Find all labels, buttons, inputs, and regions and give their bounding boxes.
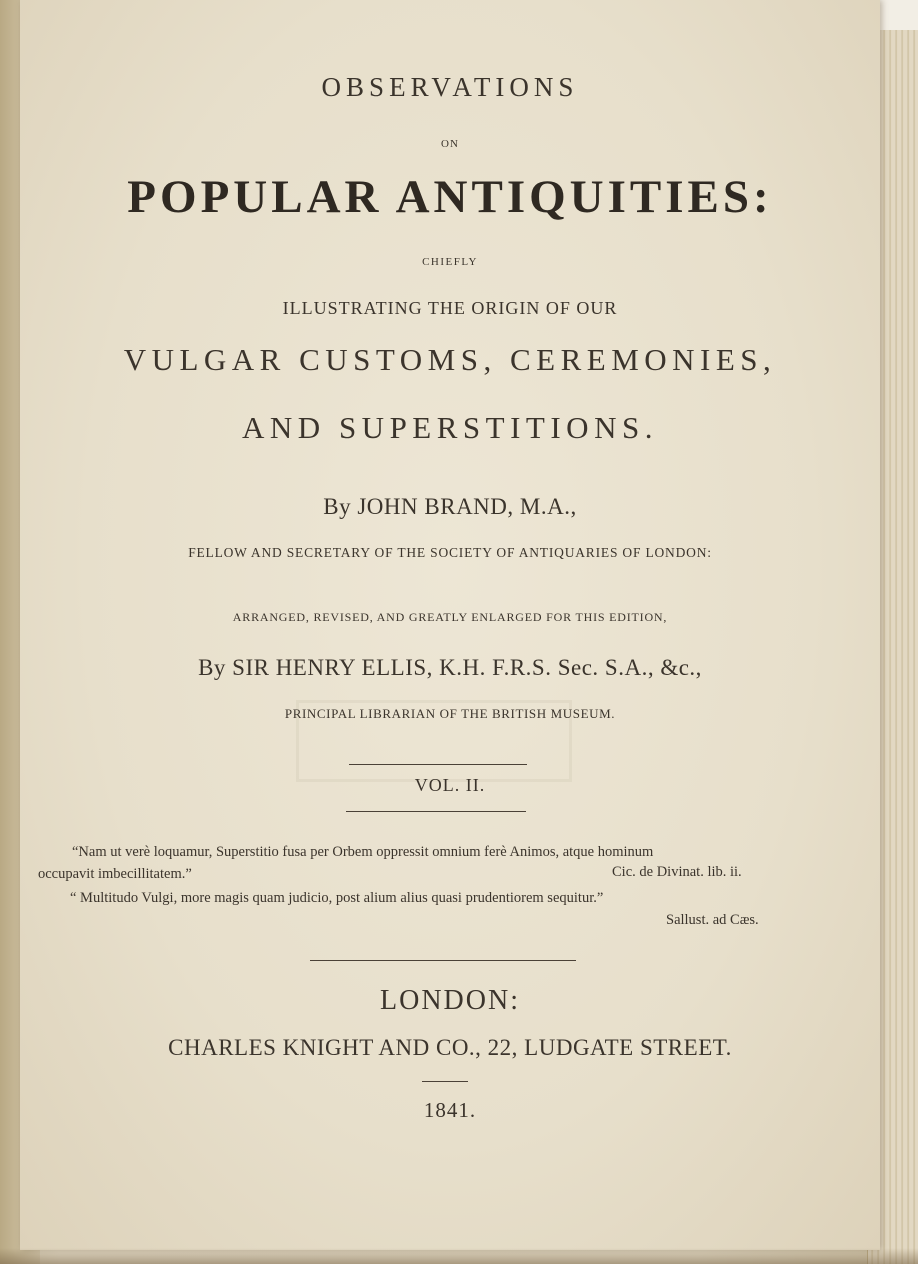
book-title: POPULAR ANTIQUITIES:	[127, 171, 773, 223]
heading-on: ON	[441, 138, 459, 150]
rule-above-year	[422, 1081, 468, 1082]
editor-sec: Sec.	[557, 655, 599, 680]
epigraph-2-source: Sallust. ad Cæs.	[666, 912, 759, 928]
rule-above-imprint	[310, 960, 576, 961]
author-role: FELLOW AND SECRETARY OF THE SOCIETY OF ANTIQUARIES OF LONDON:	[188, 545, 712, 560]
editor-role: PRINCIPAL LIBRARIAN OF THE BRITISH MUSEUM.	[284, 706, 616, 721]
author-line	[20, 494, 880, 520]
editor-name-post: S.A., &c.,	[604, 655, 702, 680]
editor-line	[20, 655, 880, 681]
heading-observations: OBSERVATIONS	[321, 72, 579, 102]
rule-above-volume	[349, 764, 527, 765]
subtitle-customs: VULGAR CUSTOMS, CEREMONIES,	[123, 342, 777, 377]
volume-number: VOL. II.	[414, 775, 486, 795]
rule-below-volume	[346, 811, 526, 812]
epigraph-1-source: Cic. de Divinat. lib. ii.	[612, 864, 742, 880]
bottom-shadow	[0, 1248, 918, 1264]
epigraph-1-line-1: “Nam ut verè loquamur, Superstitio fusa per Orbem oppressit omnium ferè Animos, atque hominum	[72, 844, 654, 860]
epigraph-2-line-1: “ Multitudo Vulgi, more magis quam judicio, post alium alius quasi prudentiorem sequitur.”	[70, 890, 604, 906]
imprint-year: 1841.	[423, 1098, 477, 1122]
imprint-publisher: CHARLES KNIGHT AND CO., 22, LUDGATE STREET.	[168, 1035, 732, 1060]
author-by: By	[323, 494, 352, 519]
subtitle-illustrating: ILLUSTRATING THE ORIGIN OF OUR	[282, 298, 618, 318]
epigraph-1-line-2: occupavit imbecillitatem.”	[38, 866, 192, 882]
imprint-city: LONDON:	[380, 985, 520, 1016]
author-name: JOHN BRAND, M.A.,	[357, 494, 577, 519]
editor-by: By	[198, 655, 226, 680]
editor-name: SIR HENRY ELLIS, K.H. F.R.S.	[232, 655, 552, 680]
edition-note: ARRANGED, REVISED, AND GREATLY ENLARGED FOR THIS EDITION,	[232, 610, 668, 624]
subtitle-superstitions: AND SUPERSTITIONS.	[242, 410, 658, 445]
subtitle-chiefly: CHIEFLY	[422, 256, 478, 268]
